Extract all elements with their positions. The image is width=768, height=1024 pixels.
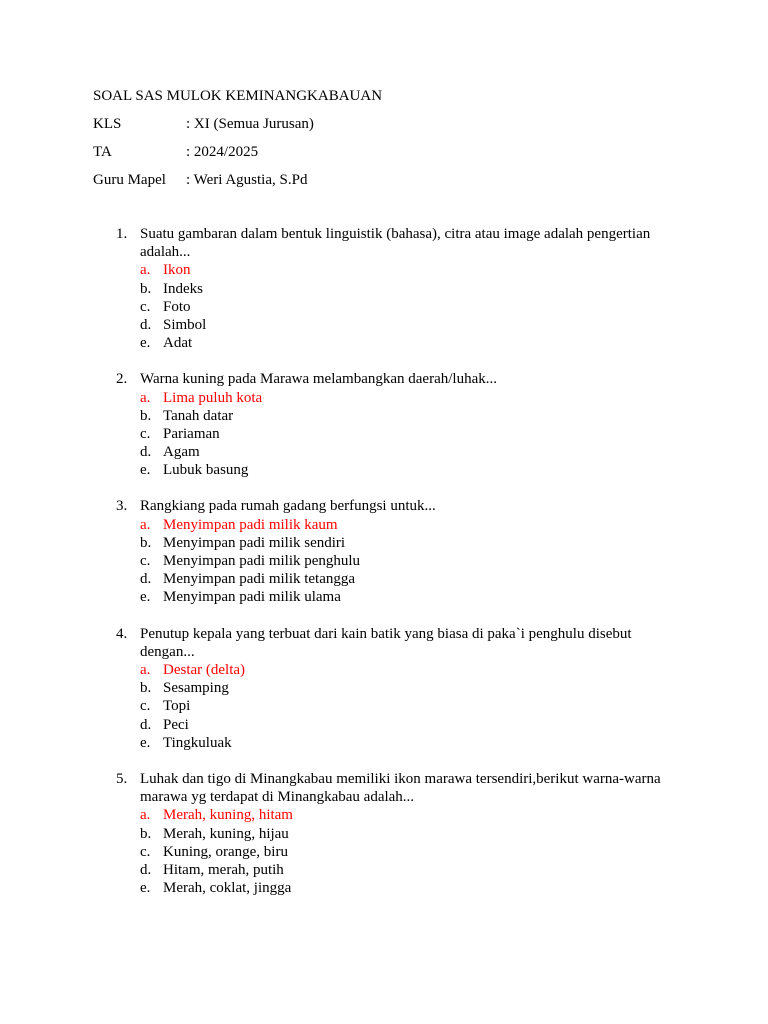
header-field-label: Guru Mapel (93, 172, 166, 188)
option-list (0, 661, 768, 752)
question-number: 5. (116, 770, 128, 787)
option-letter: a. (140, 262, 151, 279)
question-item (0, 497, 768, 606)
option-letter: c. (140, 425, 151, 442)
exam-title: SOAL SAS MULOK KEMINANGKABAUAN (93, 88, 383, 104)
option-letter: a. (140, 662, 151, 679)
header-field-label: TA (93, 144, 112, 160)
header-field-value: : Weri Agustia, S.Pd (186, 172, 308, 188)
option-text: Merah, coklat, jingga (163, 880, 292, 897)
header-field-class (93, 114, 693, 142)
option-text: Merah, kuning, hijau (163, 825, 289, 842)
option-item (140, 697, 768, 715)
option-item (140, 316, 768, 334)
option-text: Lima puluh kota (163, 389, 263, 406)
question-item (0, 370, 768, 479)
option-item-answer (140, 516, 768, 534)
header-field-label: KLS (93, 116, 122, 132)
header-field-teacher (93, 170, 693, 198)
option-text: Simbol (163, 316, 207, 333)
option-text: Ikon (163, 262, 191, 279)
option-item-answer (140, 806, 768, 824)
option-text: Tingkuluak (163, 734, 232, 751)
option-item (140, 443, 768, 461)
option-item (140, 425, 768, 443)
question-item (0, 625, 768, 752)
option-letter: e. (140, 462, 151, 479)
option-item-answer (140, 661, 768, 679)
option-item (140, 843, 768, 861)
option-text: Indeks (163, 280, 203, 297)
option-item (140, 570, 768, 588)
option-item (140, 879, 768, 897)
option-item (140, 716, 768, 734)
option-item (140, 407, 768, 425)
option-letter: b. (140, 825, 152, 842)
option-item-answer (140, 261, 768, 279)
option-list (0, 516, 768, 607)
question-text: Suatu gambaran dalam bentuk linguistik (bahasa), citra atau image adalah pengertian adalah... (140, 226, 651, 261)
option-text: Menyimpan padi milik tetangga (163, 571, 356, 588)
option-item (140, 825, 768, 843)
question-number: 4. (116, 625, 128, 642)
option-text: Destar (delta) (163, 662, 246, 679)
option-item (140, 280, 768, 298)
question-text: Warna kuning pada Marawa melambangkan daerah/luhak... (140, 371, 497, 388)
option-letter: e. (140, 734, 151, 751)
option-letter: a. (140, 807, 151, 824)
option-letter: b. (140, 534, 152, 551)
option-list (0, 806, 768, 897)
option-list (0, 389, 768, 480)
option-letter: d. (140, 571, 152, 588)
option-item (140, 552, 768, 570)
option-item (140, 861, 768, 879)
option-item (140, 588, 768, 606)
option-text: Kuning, orange, biru (163, 843, 288, 860)
option-item (140, 334, 768, 352)
header-field-value: : 2024/2025 (186, 144, 259, 160)
option-letter: d. (140, 444, 152, 461)
option-letter: e. (140, 335, 151, 352)
question-number: 1. (116, 226, 128, 242)
option-text: Hitam, merah, putih (163, 861, 284, 878)
option-letter: c. (140, 298, 151, 315)
option-letter: d. (140, 316, 152, 333)
question-number: 3. (116, 498, 128, 515)
option-text: Menyimpan padi milik penghulu (163, 553, 361, 570)
exam-header (93, 86, 693, 198)
option-letter: d. (140, 716, 152, 733)
option-text: Agam (163, 444, 200, 461)
option-text: Sesamping (163, 680, 229, 697)
option-text: Pariaman (163, 425, 220, 442)
question-text: Penutup kepala yang terbuat dari kain batik yang biasa di paka`i penghulu disebut dengan... (140, 625, 632, 660)
option-letter: b. (140, 280, 152, 297)
question-text: Luhak dan tigo di Minangkabau memiliki ikon marawa tersendiri,berikut warna-warna marawa yg terdapat di Minangkabau adalah... (140, 770, 661, 806)
option-item (140, 461, 768, 479)
option-text: Tanah datar (163, 407, 234, 424)
option-text: Adat (163, 335, 193, 352)
option-item-answer (140, 389, 768, 407)
question-item (0, 770, 768, 897)
option-letter: c. (140, 553, 151, 570)
option-letter: c. (140, 698, 151, 715)
option-list (0, 261, 768, 352)
question-number: 2. (116, 371, 128, 388)
option-text: Merah, kuning, hitam (163, 807, 293, 824)
option-letter: e. (140, 880, 151, 897)
option-letter: c. (140, 843, 151, 860)
option-item (140, 534, 768, 552)
option-item (140, 298, 768, 316)
question-text: Rangkiang pada rumah gadang berfungsi untuk... (140, 498, 436, 515)
option-letter: b. (140, 680, 152, 697)
option-item (140, 734, 768, 752)
option-text: Topi (163, 698, 191, 715)
option-text: Lubuk basung (163, 462, 249, 479)
option-letter: a. (140, 389, 151, 406)
option-text: Menyimpan padi milik sendiri (163, 534, 346, 551)
header-field-year (93, 142, 693, 170)
option-letter: b. (140, 407, 152, 424)
option-letter: e. (140, 589, 151, 606)
option-letter: a. (140, 516, 151, 533)
option-text: Menyimpan padi milik ulama (163, 589, 341, 606)
question-list (0, 225, 768, 915)
header-field-value: : XI (Semua Jurusan) (186, 116, 314, 132)
option-letter: d. (140, 861, 152, 878)
question-item (0, 225, 768, 352)
option-text: Foto (163, 298, 191, 315)
option-item (140, 679, 768, 697)
option-text: Peci (163, 716, 189, 733)
option-text: Menyimpan padi milik kaum (163, 516, 338, 533)
